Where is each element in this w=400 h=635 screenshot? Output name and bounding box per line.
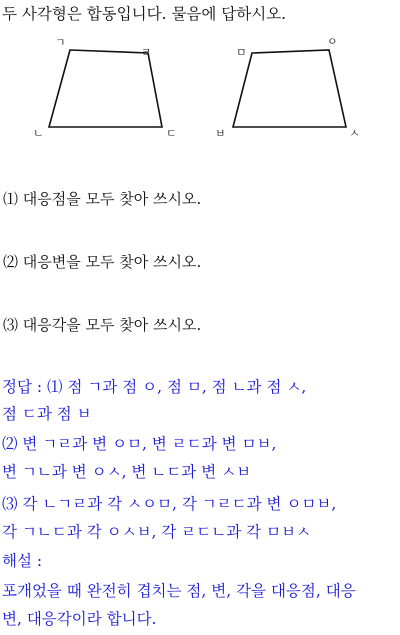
question-2: ⑵ 대응변을 모두 찾아 쓰시오. (3, 253, 202, 271)
explanation-heading: 해설 : (2, 552, 43, 570)
answer-line: ⑵ 변 ㄱㄹ과 변 ㅇㅁ, 변 ㄹㄷ과 변 ㅁㅂ, (2, 435, 277, 453)
question-1: ⑴ 대응점을 모두 찾아 쓰시오. (3, 190, 202, 208)
answer-line: ⑶ 각 ㄴㄱㄹ과 각 ㅅㅇㅁ, 각 ㄱㄹㄷ과 변 ㅇㅁㅂ, (2, 495, 337, 513)
vertex-label-siot: ㅅ (349, 127, 360, 140)
vertex-label-nieun: ㄴ (33, 127, 44, 140)
explanation-line: 변, 대응각이라 합니다. (2, 610, 157, 628)
vertex-label-giyeok: ㄱ (55, 36, 66, 49)
right-quadrilateral (233, 50, 346, 127)
answer-line: 정답 : ⑴ 점 ㄱ과 점 ㅇ, 점 ㅁ, 점 ㄴ과 점 ㅅ, (2, 378, 307, 396)
answer-line: 변 ㄱㄴ과 변 ㅇㅅ, 변 ㄴㄷ과 변 ㅅㅂ (2, 463, 252, 481)
question-3: ⑶ 대응각을 모두 찾아 쓰시오. (3, 316, 202, 334)
vertex-label-rieul: ㄹ (141, 46, 152, 59)
problem-title: 두 사각형은 합동입니다. 물음에 답하시오. (2, 5, 287, 23)
left-quadrilateral (49, 50, 162, 127)
vertex-label-bieup: ㅂ (215, 127, 226, 140)
answer-line: 점 ㄷ과 점 ㅂ (2, 405, 92, 423)
congruent-quadrilaterals-figure (0, 30, 400, 145)
vertex-label-ieung: ㅇ (327, 35, 338, 48)
vertex-label-digeut: ㄷ (166, 127, 177, 140)
answer-line: 각 ㄱㄴㄷ과 각 ㅇㅅㅂ, 각 ㄹㄷㄴ과 각 ㅁㅂㅅ (2, 523, 311, 541)
explanation-line: 포개었을 때 완전히 겹치는 점, 변, 각을 대응점, 대응 (2, 582, 356, 600)
vertex-label-mieum: ㅁ (236, 46, 247, 59)
